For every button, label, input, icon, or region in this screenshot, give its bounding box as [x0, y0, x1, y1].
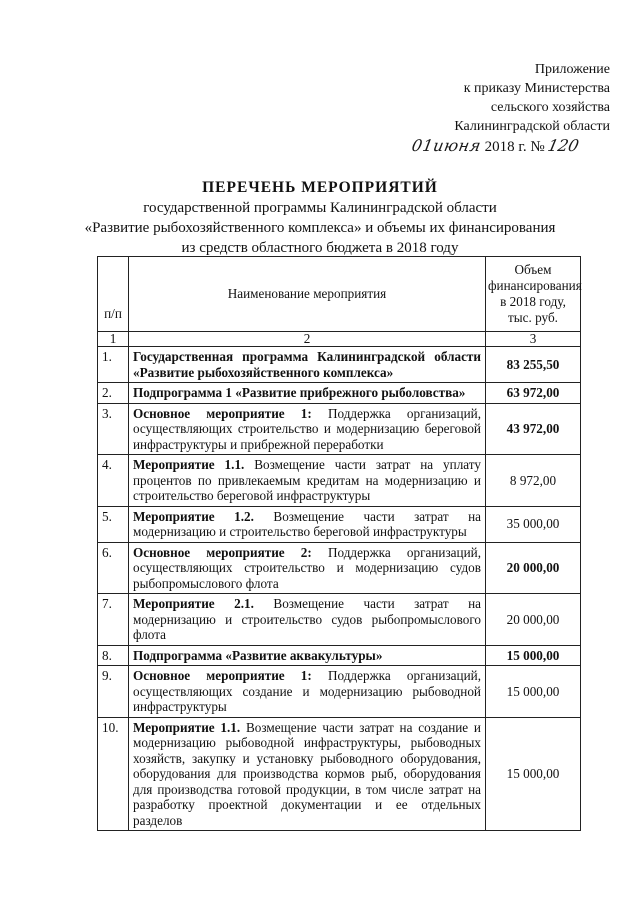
column-index: 1: [98, 332, 129, 347]
table-row: [98, 506, 581, 542]
appendix-line: сельского хозяйства: [490, 100, 610, 115]
handwritten-order-number: 120: [546, 136, 581, 155]
appendix-block: [410, 60, 610, 136]
row-amount: 63 972,00: [486, 383, 581, 404]
row-number: 8.: [98, 645, 129, 666]
header-name: Наименование мероприятия: [129, 257, 486, 332]
row-number: 4.: [98, 455, 129, 507]
row-amount: 15 000,00: [486, 666, 581, 718]
row-number: 1.: [98, 347, 129, 383]
row-text: Возмещение части затрат на уплату процентов по привлекаемым кредитам на модернизацию и строительство береговой инфраструктуры: [133, 457, 481, 503]
handwritten-date: 01июня: [410, 136, 483, 155]
table-row: [98, 717, 581, 831]
row-amount: 15 000,00: [486, 717, 581, 831]
row-number: 9.: [98, 666, 129, 718]
row-amount: 83 255,50: [486, 347, 581, 383]
order-date-number: [412, 136, 579, 156]
row-text: Подпрограмма «Развитие аквакультуры»: [133, 647, 383, 663]
row-name: [129, 506, 486, 542]
row-name: [129, 666, 486, 718]
row-label: Основное мероприятие 1:: [133, 668, 312, 683]
row-amount: 35 000,00: [486, 506, 581, 542]
row-label: Мероприятие 1.1.: [133, 457, 245, 472]
column-index: 3: [486, 332, 581, 347]
table-header-row: [98, 257, 581, 332]
table-row: [98, 383, 581, 404]
table-row: [98, 347, 581, 383]
row-name: [129, 383, 486, 404]
row-name: [129, 403, 486, 455]
row-label: Мероприятие 2.1.: [133, 596, 254, 611]
row-text: Поддержка организаций, осуществляющих строительство и модернизацию судов рыбопромыслового флота: [133, 544, 481, 591]
table-row: [98, 645, 581, 666]
appendix-line: Приложение: [534, 62, 610, 77]
subtitle-line: из средств областного бюджета в 2018 году: [181, 240, 459, 256]
column-index: 2: [129, 332, 486, 347]
appendix-line: к приказу Министерства: [463, 81, 610, 96]
activities-table: [97, 256, 581, 831]
document-heading: [0, 178, 640, 258]
row-text: Подпрограмма 1 «Развитие прибрежного рыболовства»: [133, 385, 466, 400]
row-amount: 20 000,00: [486, 542, 581, 594]
row-name: [129, 717, 486, 831]
row-label: Основное мероприятие 1:: [133, 405, 312, 421]
row-name: [129, 594, 486, 646]
row-text: Государственная программа Калининградской области «Развитие рыбохозяйственного комплекса»: [133, 349, 481, 380]
appendix-line: Калининградской области: [454, 119, 610, 134]
document-title: ПЕРЕЧЕНЬ МЕРОПРИЯТИЙ: [202, 179, 438, 196]
table-row: [98, 542, 581, 594]
row-number: 2.: [98, 383, 129, 404]
row-amount: 15 000,00: [486, 645, 581, 666]
row-number: 6.: [98, 542, 129, 594]
header-amount: Объем финансирования в 2018 году, тыс. руб.: [486, 257, 581, 332]
column-index-row: [98, 332, 581, 347]
row-text: Возмещение части затрат на модернизацию и строительство береговой инфраструктуры: [133, 508, 482, 539]
table-row: [98, 666, 581, 718]
row-name: [129, 645, 486, 666]
year-number-label: 2018 г. №: [484, 139, 545, 155]
row-text: Поддержка организаций, осуществляющих строительство и модернизацию береговой инфраструктуры и прибрежной переработки: [133, 405, 481, 452]
row-text: Возмещение части затрат на создание и модернизацию рыбоводной инфраструктуры, рыбоводных хозяйств, закупку и установку рыбоводного оборудования, оборудования для производства кормов рыб, оборудования для производства готовой продукции, в том числе затрат на разработку проектной документации и ее отдельных разделов: [133, 719, 481, 828]
table-row: [98, 455, 581, 507]
row-name: [129, 347, 486, 383]
row-label: Основное мероприятие 2:: [133, 544, 312, 560]
row-name: [129, 542, 486, 594]
row-amount: 43 972,00: [486, 403, 581, 455]
row-amount: 8 972,00: [486, 455, 581, 507]
table-row: [98, 594, 581, 646]
row-text: Поддержка организаций, осуществляющих создание и модернизацию рыбоводной инфраструктуры: [133, 668, 481, 714]
row-label: Мероприятие 1.2.: [133, 508, 254, 524]
header-num: п/п: [98, 257, 129, 332]
subtitle-line: государственной программы Калининградской области: [143, 200, 497, 216]
row-name: [129, 455, 486, 507]
row-number: 7.: [98, 594, 129, 646]
row-amount: 20 000,00: [486, 594, 581, 646]
row-number: 3.: [98, 403, 129, 455]
row-number: 5.: [98, 506, 129, 542]
subtitle-line: «Развитие рыбохозяйственного комплекса» и объемы их финансирования: [84, 220, 556, 236]
row-text: Возмещение части затрат на модернизацию и строительство судов рыбопромыслового флота: [133, 596, 482, 642]
table-row: [98, 403, 581, 455]
row-label: Мероприятие 1.1.: [133, 719, 241, 735]
row-number: 10.: [98, 717, 129, 831]
